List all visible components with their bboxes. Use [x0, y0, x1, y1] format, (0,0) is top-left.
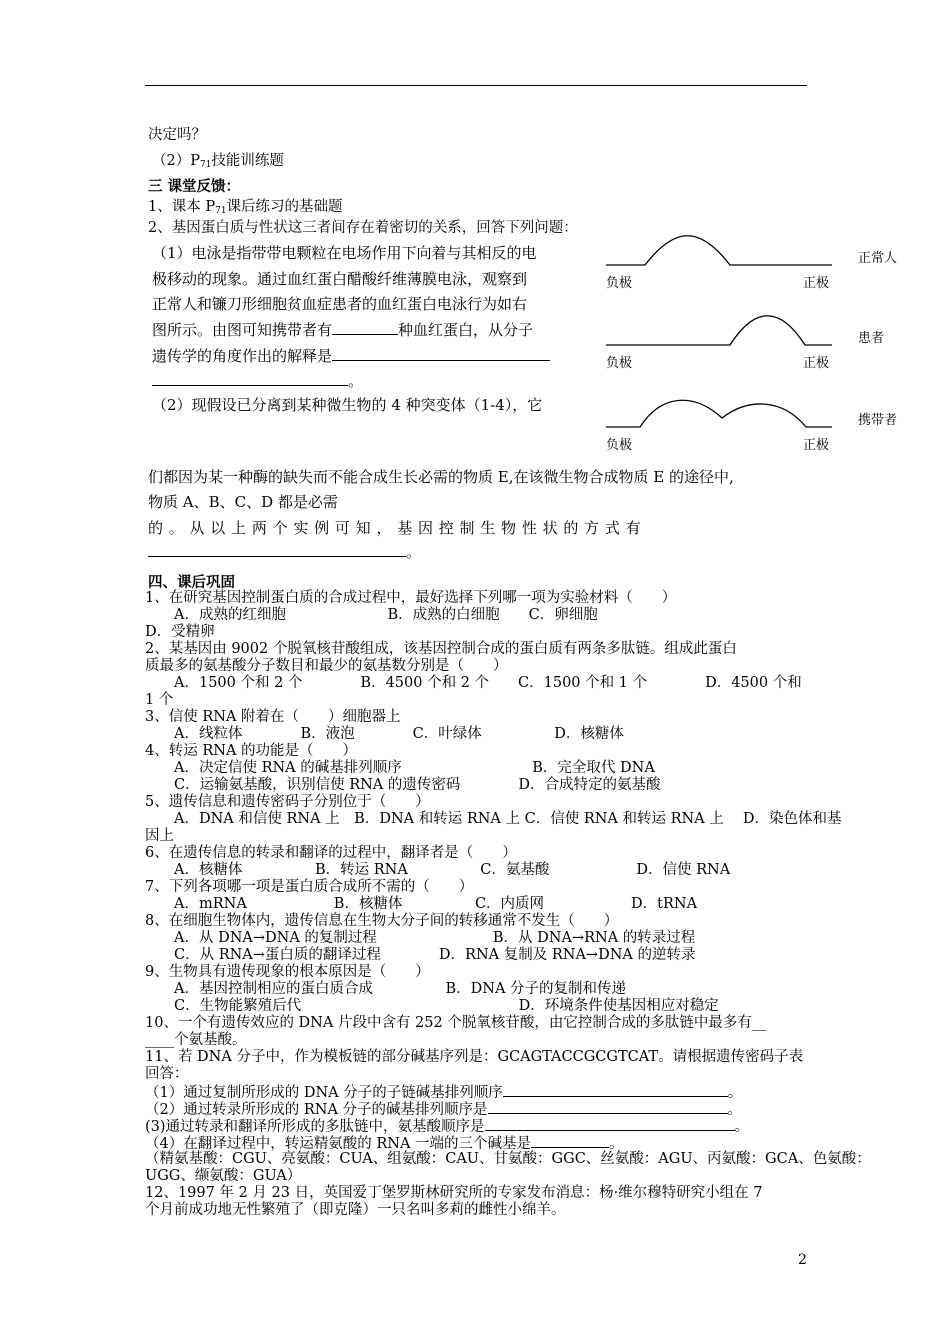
p2-line-5-end: 。 [406, 543, 422, 561]
p2-line-2: 们都因为某一种酶的缺失而不能合成生长必需的物质 E,在该微生物合成物质 E 的途径中, [148, 468, 734, 486]
q11-part-end: 。 [734, 1119, 750, 1135]
section3-q2: 2、基因蛋白质与性状这三者间存在着密切的关系，回答下列问题： [148, 220, 578, 236]
codon-table-line-1: （精氨基酸：CGU、亮氨酸：CUA、组氨酸：CAU、甘氨酸：GGC、丝氨酸：AGU、丙氨酸：GCA、色氨酸： [145, 1151, 871, 1167]
positive-pole: 正极 [803, 356, 830, 371]
section4-line: 11、若 DNA 分子中，作为模板链的部分碱基序列是：GCAGTACCGCGTCAT。请根据遗传密码子表 [145, 1049, 804, 1065]
section4-line: A．核糖体 B．转运 RNA C．氨基酸 D．信使 RNA [145, 862, 731, 878]
continued-text: 决定吗？ [148, 127, 206, 143]
p1-line-1: （1）电泳是指带带电颗粒在电场作用下向着与其相反的电 [152, 244, 537, 262]
q11-part-text: （1）通过复制所形成的 DNA 分子的子链碱基排列顺序 [145, 1085, 503, 1101]
p1-line-5a: 遗传学的角度作出的解释是 [152, 347, 333, 365]
item-suffix: 技能训练题 [211, 153, 284, 169]
positive-pole: 正极 [803, 438, 830, 453]
section4-line: 9、生物具有遗传现象的根本原因是（ ） [145, 964, 430, 980]
section4-line: C．运输氨基酸，识别信使 RNA 的遗传密码 D．合成特定的氨基酸 [145, 777, 661, 793]
q11-part-end: 。 [609, 1136, 624, 1152]
section4-line: A．决定信使 RNA 的碱基排列顺序 B．完全取代 DNA [145, 760, 655, 776]
p1-line-2: 极移动的现象。通过血红蛋白醋酸纤维薄膜电泳，观察到 [152, 270, 528, 288]
normal-band [606, 236, 832, 265]
section4-line: A．从 DNA→DNA 的复制过程 B．从 DNA→RNA 的转录过程 [145, 930, 696, 946]
section4-line: 1 个 [145, 692, 174, 708]
section4-line: 回答： [145, 1066, 189, 1082]
q11-part-text: (3)通过转录和翻译所形成的多肽链中，氨基酸顺序是 [145, 1119, 485, 1135]
p1-line-4b: 种血红蛋白，从分子 [398, 321, 534, 339]
section4-line: A．mRNA B．核糖体 C．内质网 D．tRNA [145, 896, 698, 912]
label-carrier: 携带者 [858, 413, 898, 428]
section4-line: A．成熟的红细胞 B．成熟的白细胞 C．卵细胞 [145, 607, 598, 623]
section4-line: A．基因控制相应的蛋白质合成 B．DNA 分子的复制和传递 [145, 981, 627, 997]
page-number: 2 [798, 1252, 807, 1268]
label-patient: 患者 [858, 331, 885, 346]
section4-line: 6、在遗传信息的转录和翻译的过程中，翻译者是（ ） [145, 845, 517, 861]
answer-blank[interactable] [488, 1100, 728, 1114]
section4-line: 5、遗传信息和遗传密码子分别位于（ ） [145, 794, 430, 810]
q12-line-1: 12、1997 年 2 月 23 日，英国爱丁堡罗斯林研究所的专家发布消息：杨·维尔穆特研究小组在 7 [145, 1185, 763, 1201]
answer-blank[interactable] [531, 1134, 609, 1148]
p2-line-4: 的 。 从 以 上 两 个 实 例 可 知 ， 基 因 控 制 生 物 性 状 的 方 式 有 [148, 519, 642, 537]
item-prefix: （2）P [152, 153, 200, 169]
q11-part-text: （4）在翻译过程中，转运精氨酸的 RNA 一端的三个碱基是 [145, 1136, 532, 1152]
q1-sub: 71 [215, 206, 227, 216]
section4-heading: 四、课后巩固 [148, 574, 235, 591]
carrier-band [606, 400, 832, 427]
section4-line: 8、在细胞生物体内，遗传信息在生物大分子间的转移通常不发生（ ） [145, 913, 619, 929]
section4-line: C．从 RNA→蛋白质的翻译过程 D．RNA 复制及 RNA→DNA 的逆转录 [145, 947, 696, 963]
q11-part-end: 。 [727, 1085, 743, 1101]
section4-line: 质最多的氨基酸分子数目和最少的氨基数分别是（ ） [145, 658, 508, 674]
section4-line: 7、下列各项哪一项是蛋白质合成所不需的（ ） [145, 879, 474, 895]
section4-line: 4、转运 RNA 的功能是（ ） [145, 743, 358, 759]
negative-pole: 负极 [606, 356, 633, 371]
q1-prefix: 1、课本 P [148, 199, 216, 215]
section4-line: A．1500 个和 2 个 B．4500 个和 2 个 C．1500 个和 1 个 D．4500 个和 [145, 675, 802, 691]
section4-line: ____个氨基酸。 [145, 1032, 247, 1048]
q11-part-text: （2）通过转录所形成的 RNA 分子的碱基排列顺序是 [145, 1102, 488, 1118]
section3-heading: 三 课堂反馈： [148, 178, 241, 195]
section4-line: 10、一个有遗传效应的 DNA 片段中含有 252 个脱氧核苷酸，由它控制合成的多肽链中最多有__ [145, 1015, 767, 1031]
p1-line-6-end: 。 [348, 372, 364, 390]
p1-line-4a: 图所示。由图可知携带者有 [152, 321, 333, 339]
item-sub: 71 [199, 160, 212, 170]
section4-line: C．生物能繁殖后代 D．环境条件使基因相应对稳定 [145, 998, 719, 1014]
answer-blank[interactable] [503, 1083, 728, 1097]
label-normal: 正常人 [858, 251, 898, 266]
section4-line: A．线粒体 B．液泡 C．叶绿体 D．核糖体 [145, 726, 624, 742]
negative-pole: 负极 [606, 438, 633, 453]
section4-line: 1、在研究基因控制蛋白质的合成过程中，最好选择下列哪一项为实验材料（ ） [145, 590, 677, 606]
positive-pole: 正极 [803, 276, 830, 291]
p1-line-3: 正常人和镰刀形细胞贫血症患者的血红蛋白电泳行为如右 [152, 295, 528, 313]
patient-band [606, 316, 832, 345]
p2-line-3: 物质 A、B、C、D 都是必需 [148, 493, 338, 511]
section4-line: D．受精卵 [145, 624, 215, 640]
section4-line: 3、信使 RNA 附着在（ ）细胞器上 [145, 709, 401, 725]
p2-line-1: （2）现假设已分离到某种微生物的 4 种突变体（1-4），它 [152, 396, 543, 414]
negative-pole: 负极 [606, 276, 633, 291]
section4-line: 因上 [145, 828, 174, 844]
answer-blank[interactable] [485, 1117, 735, 1131]
section4-line: A．DNA 和信使 RNA 上 B．DNA 和转运 RNA 上 C．信使 RNA 和转运 RNA 上 D．染色体和基 [145, 811, 842, 827]
q1-suffix: 课后练习的基础题 [226, 199, 343, 215]
q11-part-end: 。 [727, 1102, 743, 1118]
codon-table-line-2: UGG、缬氨酸：GUA） [145, 1168, 302, 1184]
q12-line-2: 个月前成功地无性繁殖了（即克隆）一只名叫多莉的雌性小绵羊。 [145, 1202, 566, 1218]
section4-line: 2、某基因由 9002 个脱氧核苷酸组成，该基因控制合成的蛋白质有两条多肽链。组成此蛋白 [145, 641, 737, 657]
